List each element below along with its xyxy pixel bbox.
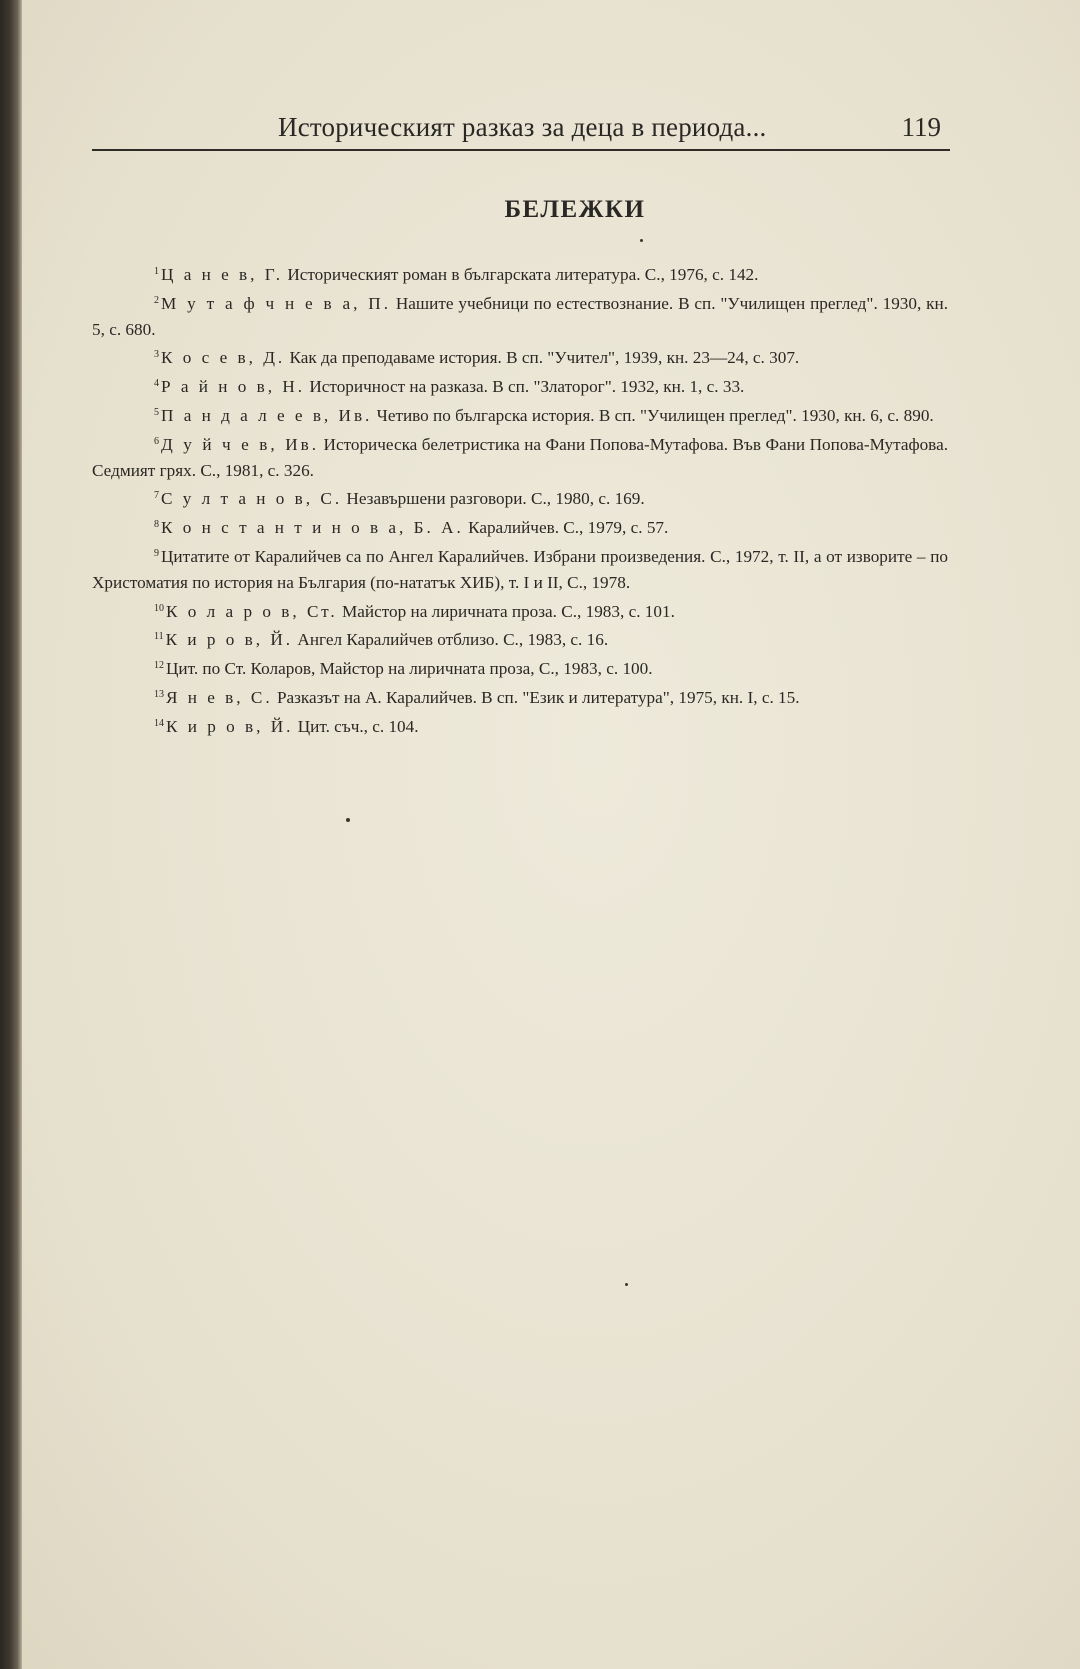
page-header [92,112,947,152]
note-number: 1 [154,266,159,277]
section-title: БЕЛЕЖКИ [504,196,646,223]
page-number: 119 [901,112,941,142]
note-text: Майстор на лиричната проза. С., 1983, с. 101. [337,601,675,621]
note-8 [92,512,948,541]
note-number: 12 [154,660,164,672]
note-author: Я н е в, С. [166,687,273,707]
note-10 [92,596,948,625]
note-author: К и р о в, Й. [165,630,294,650]
note-author: Д у й ч е в, Ив. [161,434,320,454]
note-13 [92,682,948,711]
note-author: К о л а р о в, Ст. [166,601,338,621]
note-author: М у т а ф ч н е в а, П. [161,293,392,313]
note-author: С у л т а н о в, С. [161,489,343,509]
note-text: Нашите учебници по естествознание. В сп. "Училищен преглед". 1930, кн. 5, с. 680. [92,293,948,339]
note-12 [92,653,948,682]
note-text: Как да преподаваме история. В сп. "Учител", 1939, кн. 23—24, с. 307. [285,348,800,368]
note-author: К о н с т а н т и н о в а, Б. А. [161,518,464,538]
note-text: Историческа белетристика на Фани Попова-Мутафова. Във Фани Попова-Мутафова. Седмият грях. С., 1981, с. 326. [92,434,948,480]
book-binding-edge [0,0,22,1669]
note-5 [92,400,948,429]
paper-speck [640,239,643,242]
note-number: 13 [154,688,164,700]
note-3 [92,342,948,371]
note-author: П а н д а л е е в, Ив. [161,405,373,425]
note-number: 6 [154,435,159,447]
running-title: Историческият разказ за деца в периода... [278,112,767,142]
note-text: Незавършени разговори. С., 1980, с. 169. [342,489,645,509]
note-author: К и р о в, Й. [166,716,294,736]
note-text: Цит. по Ст. Коларов, Майстор на лиричната проза, С., 1983, с. 100. [166,659,653,679]
note-14 [92,711,948,740]
note-9 [92,541,948,596]
note-number: 10 [154,602,164,614]
note-text: Цит. съч., с. 104. [293,716,419,736]
notes-list [92,259,948,740]
note-number: 11 [154,631,164,643]
paper-speck [346,818,350,822]
paper-speck [625,1283,628,1286]
note-text: Историческият роман в българската литература. С., 1976, с. 142. [283,265,759,284]
note-number: 9 [154,547,159,559]
note-text: Четиво по българска история. В сп. "Училищен преглед". 1930, кн. 6, с. 890. [372,405,934,425]
note-number: 7 [154,490,159,502]
note-text: Ангел Каралийчев отблизо. С., 1983, с. 16. [293,630,609,650]
note-number: 14 [154,717,164,729]
note-2 [92,288,948,343]
note-number: 2 [154,294,159,306]
note-4 [92,371,948,400]
note-7 [92,483,948,512]
note-number: 3 [154,349,159,361]
note-author: К о с е в, Д. [161,348,286,368]
note-1 [92,259,948,288]
note-number: 5 [154,406,159,418]
note-11 [92,624,948,653]
note-author: Ц а н е в, Г. [161,265,284,284]
note-6 [92,429,948,484]
note-number: 8 [154,519,159,531]
header-rule [92,149,950,151]
note-author: Р а й н о в, Н. [161,377,306,397]
note-text: Историчност на разказа. В сп. "Златорог". 1932, кн. 1, с. 33. [305,377,745,397]
note-text: Цитатите от Каралийчев са по Ангел Каралийчев. Избрани произведения. С., 1972, т. II, а от изворите – по Христоматия по история на България (по-нататък ХИБ), т. I и II, С., 1978. [92,546,948,592]
note-text: Разказът на А. Каралийчев. В сп. "Език и литература", 1975, кн. I, с. 15. [272,687,800,707]
note-number: 4 [154,378,159,390]
note-text: Каралийчев. С., 1979, с. 57. [463,518,669,538]
